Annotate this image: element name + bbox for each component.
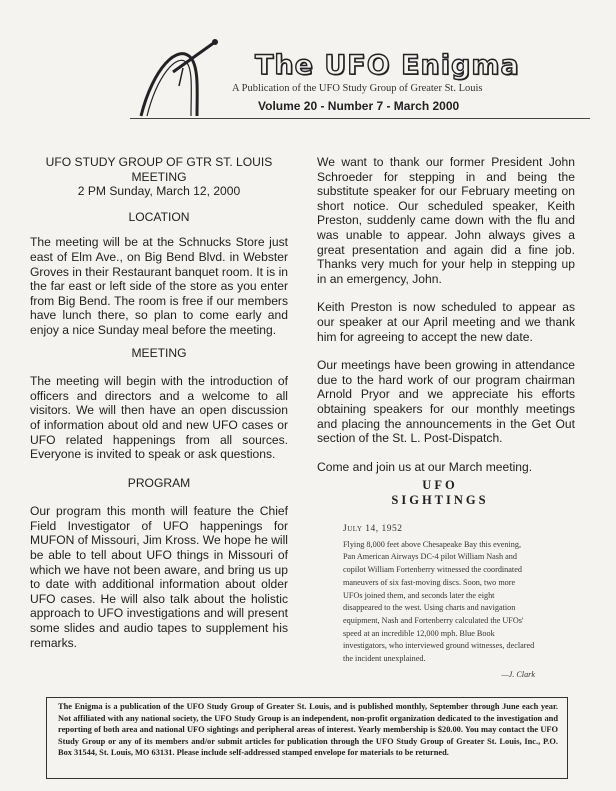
sighting-date: July 14, 1952 [343, 524, 403, 534]
footer-text: The Enigma is a publication of the UFO Study Group of Greater St. Louis, and is published monthly, September through June each year. Not affiliated with any national society, the UFO Study Group is an independent, non-profit organization dedicated to the investigation and reporting of both area and national UFO sightings and peripheral areas of interest. Yearly membership is $20.00. You may contact the UFO Study Group or any of its members and/or submit articles for publication through the UFO Study Group of Greater St. Louis, Inc., P.O. Box 31544, St. Louis, MO 63131. Please include self-addressed stamped envelope for materials to be returned. [58, 702, 558, 758]
sightings-title-line1: UFO [422, 478, 458, 492]
volume-line: Volume 20 - Number 7 - March 2000 [258, 99, 460, 113]
org-heading: UFO STUDY GROUP OF GTR ST. LOUIS [45, 155, 273, 169]
sighting-text: Flying 8,000 feet above Chesapeake Bay this evening, Pan American Airways DC-4 pilot William Nash and copilot William Fortenberry witnessed the coordinated maneuvers of six fast-moving discs. Soon, two more UFOs joined them, and seconds later the eight disappeared to the west. Using charts and navigation equipment, Nash and Fortenberry calculated the UFOs' speed at an incredible 12,000 mph. Blue Book investigators, who interviewed ground witnesses, declared the incident unexplained. [343, 539, 535, 664]
sighting-signature: —J. Clark [501, 669, 535, 679]
sightings-title-line2: SIGHTINGS [391, 493, 489, 507]
speaker-paragraph: Keith Preston is now scheduled to appear as our speaker at our April meeting and we thank him for agreeing to accept the new date. [317, 300, 575, 344]
attendance-paragraph: Our meetings have been growing in attendance due to the hard work of our program chairman Arnold Pryor and we appreciate his efforts obtaining speakers for our monthly meetings and placing the announcements in the Get Out section of the St. L. Post-Dispatch. [317, 358, 575, 446]
location-heading: LOCATION [128, 209, 190, 224]
program-heading: PROGRAM [127, 475, 191, 490]
left-column [30, 155, 288, 650]
meeting-subheading: MEETING [131, 169, 187, 184]
sightings-title [350, 478, 530, 508]
location-text: The meeting will be at the Schnucks Store just east of Elm Ave., on Big Bend Blvd. in Webster Groves in their Restaurant banquet room. It is in the far east or left side of the store as you enter from Big Bend. The room is free if our members have lunch there, so plan to come early and enjoy a nice Sunday meal before the meeting. [30, 235, 288, 337]
arch-logo-icon [133, 38, 223, 118]
meeting-heading: MEETING [131, 345, 187, 360]
invite-paragraph: Come and join us at our March meeting. [317, 459, 533, 474]
sightings-box [343, 523, 535, 681]
meeting-text: The meeting will begin with the introduction of officers and directors and a welcome to all visitors. We will then have an open discussion of information about old and new UFO cases or UFO related happenings from all sources. Everyone is invited to speak or ask questions. [30, 374, 288, 462]
newsletter-title: The UFO Enigma [255, 50, 520, 81]
program-text: Our program this month will feature the Chief Field Investigator of UFO happenings for MUFON of Missouri, Jim Kross. We hope he will be able to tell about UFO things in Missouri of which we have not been aware, and bring us up to date with additional information about older UFO cases. He will also talk about the holistic approach to UFO investigations and will present some slides and audio tapes to supplement his remarks. [30, 504, 288, 650]
right-column [317, 155, 575, 474]
meeting-date: 2 PM Sunday, March 12, 2000 [77, 184, 241, 199]
newsletter-subtitle: A Publication of the UFO Study Group of Greater St. Louis [232, 83, 483, 94]
thanks-paragraph: We want to thank our former President John Schroeder for stepping in and being the substitute speaker for our February meeting on short notice. Our scheduled speaker, Keith Preston, suddenly came down with the flu and was unable to appear. John always gives a great presentation and again did a fine job. Thanks very much for your help in stepping up in an emergency, John. [317, 155, 575, 286]
masthead-divider [130, 118, 590, 119]
